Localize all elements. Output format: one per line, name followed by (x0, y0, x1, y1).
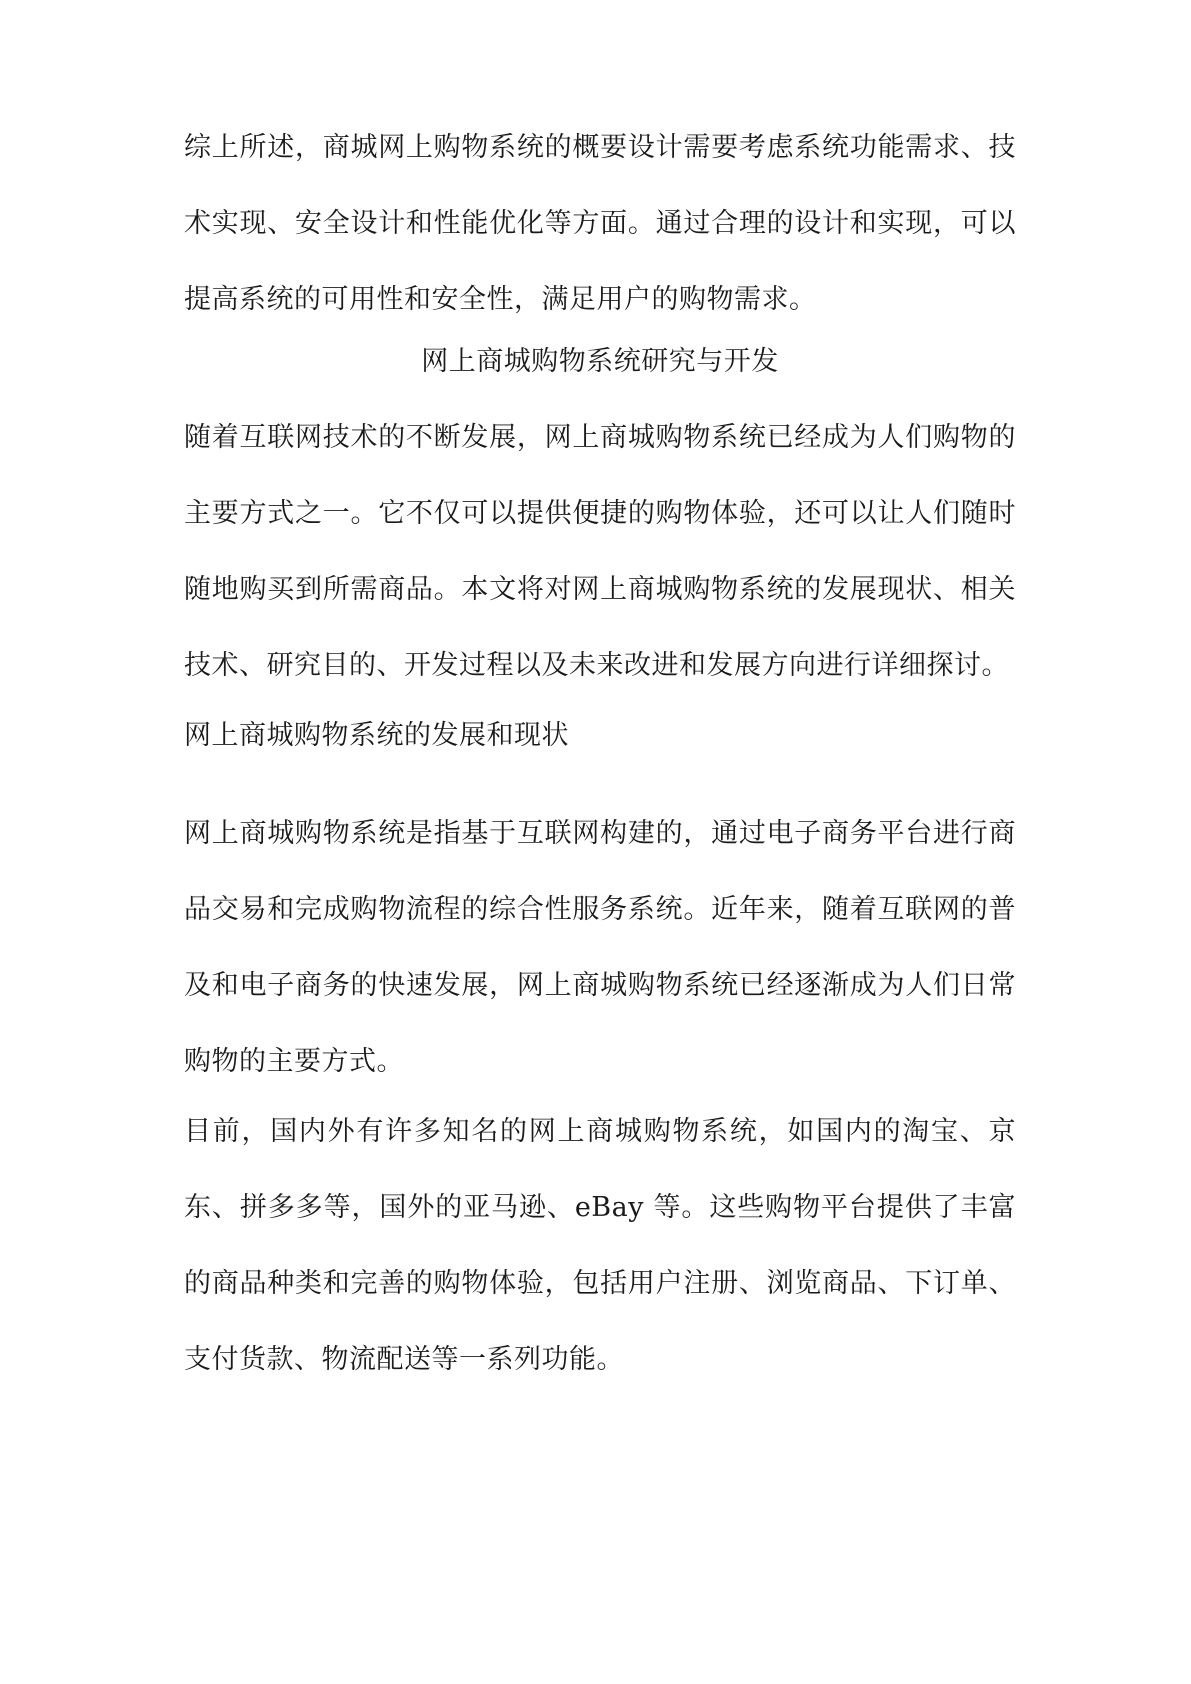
subsection-heading: 网上商城购物系统的发展和现状 (184, 720, 569, 751)
development-paragraph: 网上商城购物系统是指基于互联网构建的，通过电子商务平台进行商品交易和完成购物流程的综合性服务系统。近年来，随着互联网的普及和电子商务的快速发展，网上商城购物系统已经逐渐成为人们日常购物的主要方式。 (184, 818, 1016, 1077)
document-page (184, 0, 1016, 1684)
section-title: 网上商城购物系统研究与开发 (421, 346, 779, 377)
intro-paragraph: 随着互联网技术的不断发展，网上商城购物系统已经成为人们购物的主要方式之一。它不仅可以提供便捷的购物体验，还可以让人们随时随地购买到所需商品。本文将对网上商城购物系统的发展现状、相关技术、研究目的、开发过程以及未来改进和发展方向进行详细探讨。 (184, 422, 1016, 681)
current-status-paragraph: 目前，国内外有许多知名的网上商城购物系统，如国内的淘宝、京东、拼多多等，国外的亚马逊、eBay 等。这些购物平台提供了丰富的商品种类和完善的购物体验，包括用户注册、浏览商品、下订单、支付货款、物流配送等一系列功能。 (184, 1116, 1016, 1375)
summary-paragraph: 综上所述，商城网上购物系统的概要设计需要考虑系统功能需求、技术实现、安全设计和性能优化等方面。通过合理的设计和实现，可以提高系统的可用性和安全性，满足用户的购物需求。 (184, 132, 1016, 315)
